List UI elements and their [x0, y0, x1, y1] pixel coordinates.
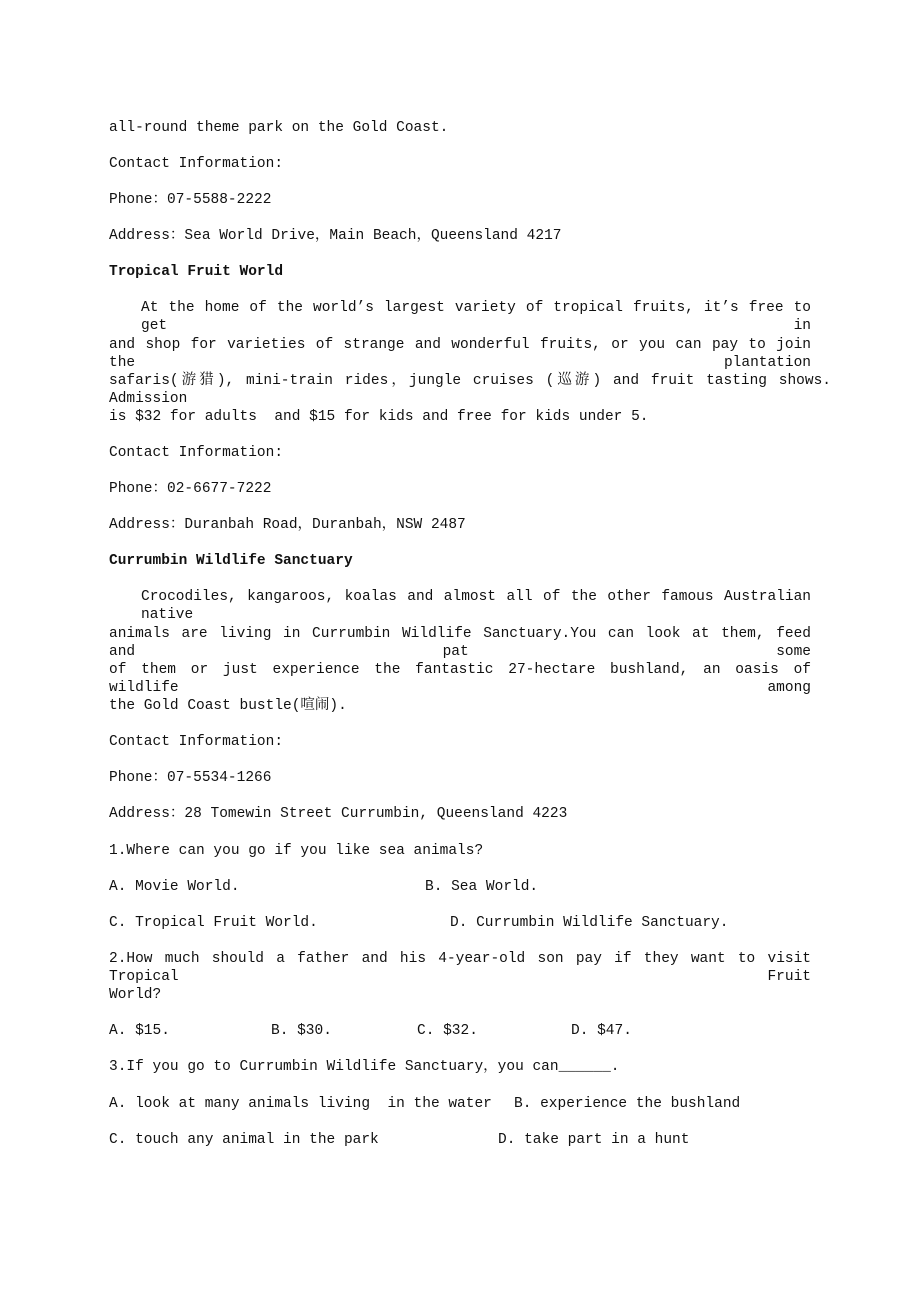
paragraph-line: Crocodiles, kangaroos, koalas and almost all of the other famous Australian native — [141, 589, 811, 623]
contact-label: Contact Information: — [109, 156, 284, 172]
paragraph-line: all-round theme park on the Gold Coast. — [109, 120, 449, 136]
question-2-stem-cont: World? — [109, 987, 162, 1003]
paragraph-line: At the home of the world’s largest variety of tropical fruits, it’s free to get in — [141, 300, 811, 334]
question-1-option-a: A. Movie World. — [109, 879, 240, 895]
question-3-option-c: C. touch any animal in the park — [109, 1132, 379, 1148]
phone: Phone：07-5588-2222 — [109, 192, 272, 208]
question-2-option-d: D. $47. — [571, 1023, 632, 1039]
question-1-option-b: B. Sea World. — [425, 879, 539, 895]
phone: Phone：02-6677-7222 — [109, 481, 272, 497]
question-2-option-b: B. $30. — [271, 1023, 332, 1039]
phone: Phone：07-5534-1266 — [109, 770, 272, 786]
question-2-stem: 2.How much should a father and his 4-year-old son pay if they want to visit Tropical Fruit — [109, 951, 811, 985]
section-title: Tropical Fruit World — [109, 264, 284, 280]
paragraph-line: animals are living in Currumbin Wildlife Sanctuary.You can look at them, feed and pat some — [109, 626, 811, 660]
paragraph-line: and shop for varieties of strange and wonderful fruits, or you can pay to join the plantation — [109, 337, 811, 371]
section-title: Currumbin Wildlife Sanctuary — [109, 553, 353, 569]
question-1-stem: 1.Where can you go if you like sea animals? — [109, 843, 484, 859]
question-3-option-b: B. experience the bushland — [514, 1096, 741, 1112]
question-1-option-c: C. Tropical Fruit World. — [109, 915, 318, 931]
contact-label: Contact Information: — [109, 445, 284, 461]
paragraph-line: the Gold Coast bustle(喧闹). — [109, 698, 347, 714]
paragraph-line: safaris(游猎), mini-train rides，jungle cruises (巡游) and fruit tasting shows. Admission — [109, 373, 831, 407]
address: Address：28 Tomewin Street Currumbin, Queensland 4223 — [109, 806, 568, 822]
address: Address：Sea World Drive，Main Beach，Queensland 4217 — [109, 228, 562, 244]
paragraph-line: of them or just experience the fantastic 27-hectare bushland, an oasis of wildlife among — [109, 662, 811, 696]
question-1-option-d: D. Currumbin Wildlife Sanctuary. — [450, 915, 729, 931]
question-3-option-a: A. look at many animals living in the water — [109, 1096, 492, 1112]
address: Address：Duranbah Road，Duranbah，NSW 2487 — [109, 517, 466, 533]
question-2-option-c: C. $32. — [417, 1023, 478, 1039]
question-3-stem: 3.If you go to Currumbin Wildlife Sanctuary，you can______. — [109, 1059, 620, 1075]
question-2-option-a: A. $15. — [109, 1023, 170, 1039]
question-3-option-d: D. take part in a hunt — [498, 1132, 690, 1148]
paragraph-line: is $32 for adults and $15 for kids and free for kids under 5. — [109, 409, 649, 425]
contact-label: Contact Information: — [109, 734, 284, 750]
